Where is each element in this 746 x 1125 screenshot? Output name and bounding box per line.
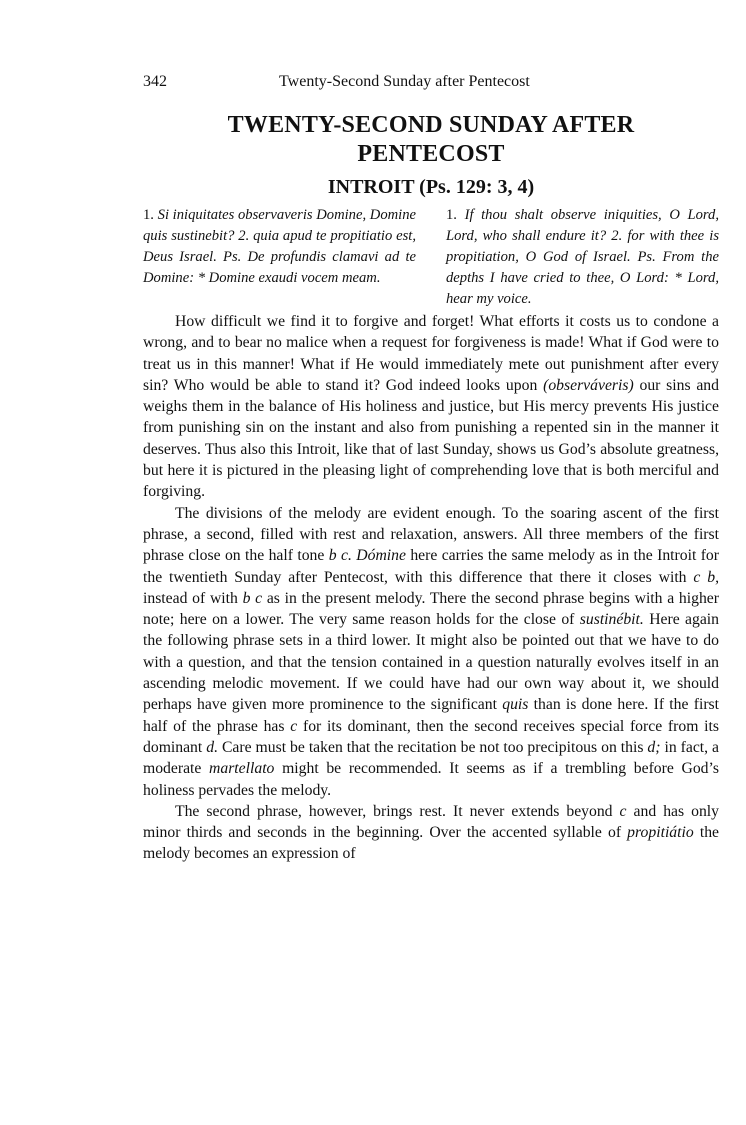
section-heading: INTROIT (Ps. 129: 3, 4) (327, 176, 535, 198)
note-name: d. (206, 738, 218, 756)
latin-text: Si iniquitates observaveris Domine, Domine quis sustinebit? 2. quia apud te propitiatio est, Deus Israel. Ps. De profundis clamavi ad te Domine: * Domine exaudi vocem meam. (143, 207, 416, 286)
book-page (143, 72, 719, 865)
paragraph-2-text: as in the present melody. There the second phrase begins with a higher note; here on a lower. The very same reason holds for the close of (143, 589, 719, 629)
paragraph-2 (143, 503, 719, 801)
english-text-column (446, 205, 719, 310)
commentary-body (143, 311, 719, 865)
paragraph-3-text: and has only minor thirds and seconds in the beginning. Over the accented syllable of (143, 802, 719, 842)
latin-term: quis (502, 696, 529, 714)
latin-term: propitiátio (627, 824, 694, 842)
latin-text-column (143, 205, 416, 310)
paragraph-1-text: our sins and weighs them in the balance of His holiness and justice, but His mercy prevents His justice from punishing sin on the instant and also from punishing a repented sin in the manner it deserves. Thus also this Introit, like that of last Sunday, shows us God’s absolute greatness, but here it is pictured in the pleasing light of comprehending love that is both merciful and forgiving. (143, 376, 719, 501)
paragraph-3-text: The second phrase, however, brings rest. It never extends beyond (175, 802, 620, 820)
latin-term: (observáveris) (543, 376, 634, 394)
paragraph-2-text: here carries the same melody as in the Introit for the twentieth Sunday after Pentecost, with this difference that there it closes with (143, 547, 719, 586)
chapter-title-line-1: TWENTY-SECOND SUNDAY AFTER (227, 112, 635, 138)
introit-parallel-text (143, 205, 719, 310)
english-text: If thou shalt observe iniquities, O Lord, Lord, who shall endure it? 2. for with thee is propitiation, O God of Israel. Ps. From the depths I have cried to thee, O Lord: * Lord, hear my voice. (446, 207, 719, 307)
note-name: b c (242, 589, 263, 607)
latin-term: Dómine (356, 547, 406, 565)
paragraph-2-text: Care must be taken that the recitation be not too precipitous on this (218, 738, 648, 756)
chapter-title (143, 111, 719, 169)
note-name: b c. (328, 547, 352, 565)
paragraph-3 (143, 801, 719, 865)
running-header (143, 72, 719, 92)
paragraph-2-text: might be recommended. It seems as if a trembling before God’s holiness pervades the melody. (143, 760, 719, 799)
running-title: Twenty-Second Sunday after Pentecost (279, 73, 530, 90)
paragraph-2-text: in fact, a moderate (143, 738, 719, 778)
page-number: 342 (143, 73, 167, 90)
paragraph-2-text: The divisions of the melody are evident enough. To the soaring ascent of the first phrase, a second, filled with rest and relaxation, answers. All three members of the first phrase close on the half tone (143, 504, 719, 565)
paragraph-2-text: than is done here. If the first half of the phrase has (143, 696, 720, 735)
note-name: c (619, 802, 627, 820)
paragraph-1 (143, 311, 719, 503)
paragraph-2-text: instead of with (143, 589, 243, 607)
note-name: c b, (693, 568, 719, 586)
paragraph-3-text: the melody becomes an expression of (143, 824, 719, 863)
latin-term: martellato (209, 760, 275, 778)
paragraph-1-text: How difficult we find it to forgive and forget! What efforts it costs us to condone a wrong, and to bear no malice when a request for forgiveness is made! What if God were to treat us in this manner! What if He would immediately mete out punishment after every sin? Who would be able to stand it? God indeed looks upon (143, 313, 719, 394)
paragraph-2-text: for its dominant, then the second receives special force from its dominant (143, 717, 720, 756)
latin-term: sustinébit. (579, 611, 644, 629)
english-verse-number: 1. (446, 207, 465, 223)
note-name: c (290, 717, 298, 735)
chapter-title-line-2: PENTECOST (357, 141, 505, 167)
note-name: d; (647, 738, 661, 756)
latin-verse-number: 1. (143, 207, 158, 223)
paragraph-2-text: Here again the following phrase sets in a third lower. It might also be pointed out that we have to do with a question, and that the tension contained in a question naturally evolves itself in an ascending melodic movement. If we could have had our own way about it, we should perhaps have given more prominence to the significant (143, 611, 720, 714)
